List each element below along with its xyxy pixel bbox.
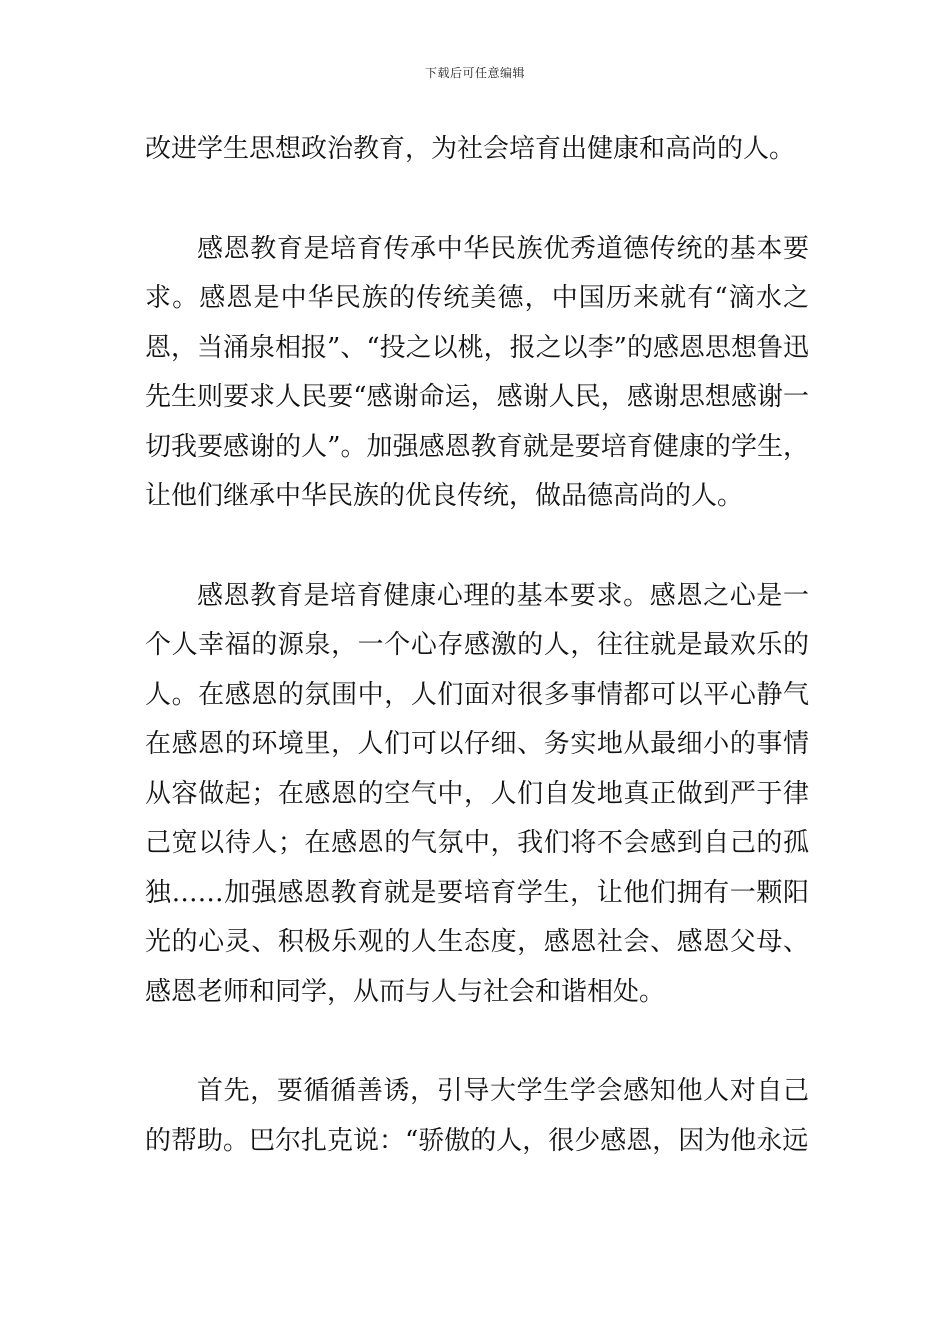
page-header-note: 下载后可任意编辑 (424, 66, 525, 80)
paragraph-spacer (145, 175, 809, 225)
paragraph-healthy-psychology: 感恩教育是培育健康心理的基本要求。感恩之心是一个人幸福的源泉，一个心存感激的人，往往就是最欢乐的人。在感恩的氛围中，人们面对很多事情都可以平心静气在感恩的环境里，人们可以仔细、务实地从最细小的事情从容做起；在感恩的空气中，人们自发地真正做到严于律己宽以待人；在感恩的气氛中，我们将不会感到自己的孤独……加强感恩教育就是要培育学生，让他们拥有一颗阳光的心灵、积极乐观的人生态度，感恩社会、感恩父母、感恩老师和同学，从而与人与社会和谐相处。 (145, 580, 809, 1007)
paragraph-first-guidance: 首先，要循循善诱，引导大学生学会感知他人对自己的帮助。巴尔扎克说：“骄傲的人，很少感恩，因为他永远 (145, 1076, 809, 1156)
paragraph-continuation: 改进学生思想政治教育，为社会培育出健康和高尚的人。 (145, 134, 796, 164)
paragraph-spacer (145, 1017, 809, 1067)
paragraph-spacer (145, 522, 809, 572)
document-body (145, 125, 809, 1166)
paragraph-moral-tradition: 感恩教育是培育传承中华民族优秀道德传统的基本要求。感恩是中华民族的传统美德，中国历来就有“滴水之恩，当涌泉相报”、“投之以桃，报之以李”的感恩思想鲁迅先生则要求人民要“感谢命运，感谢人民，感谢思想感谢一切我要感谢的人”。加强感恩教育就是要培育健康的学生，让他们继承中华民族的优良传统，做品德高尚的人。 (145, 233, 809, 511)
